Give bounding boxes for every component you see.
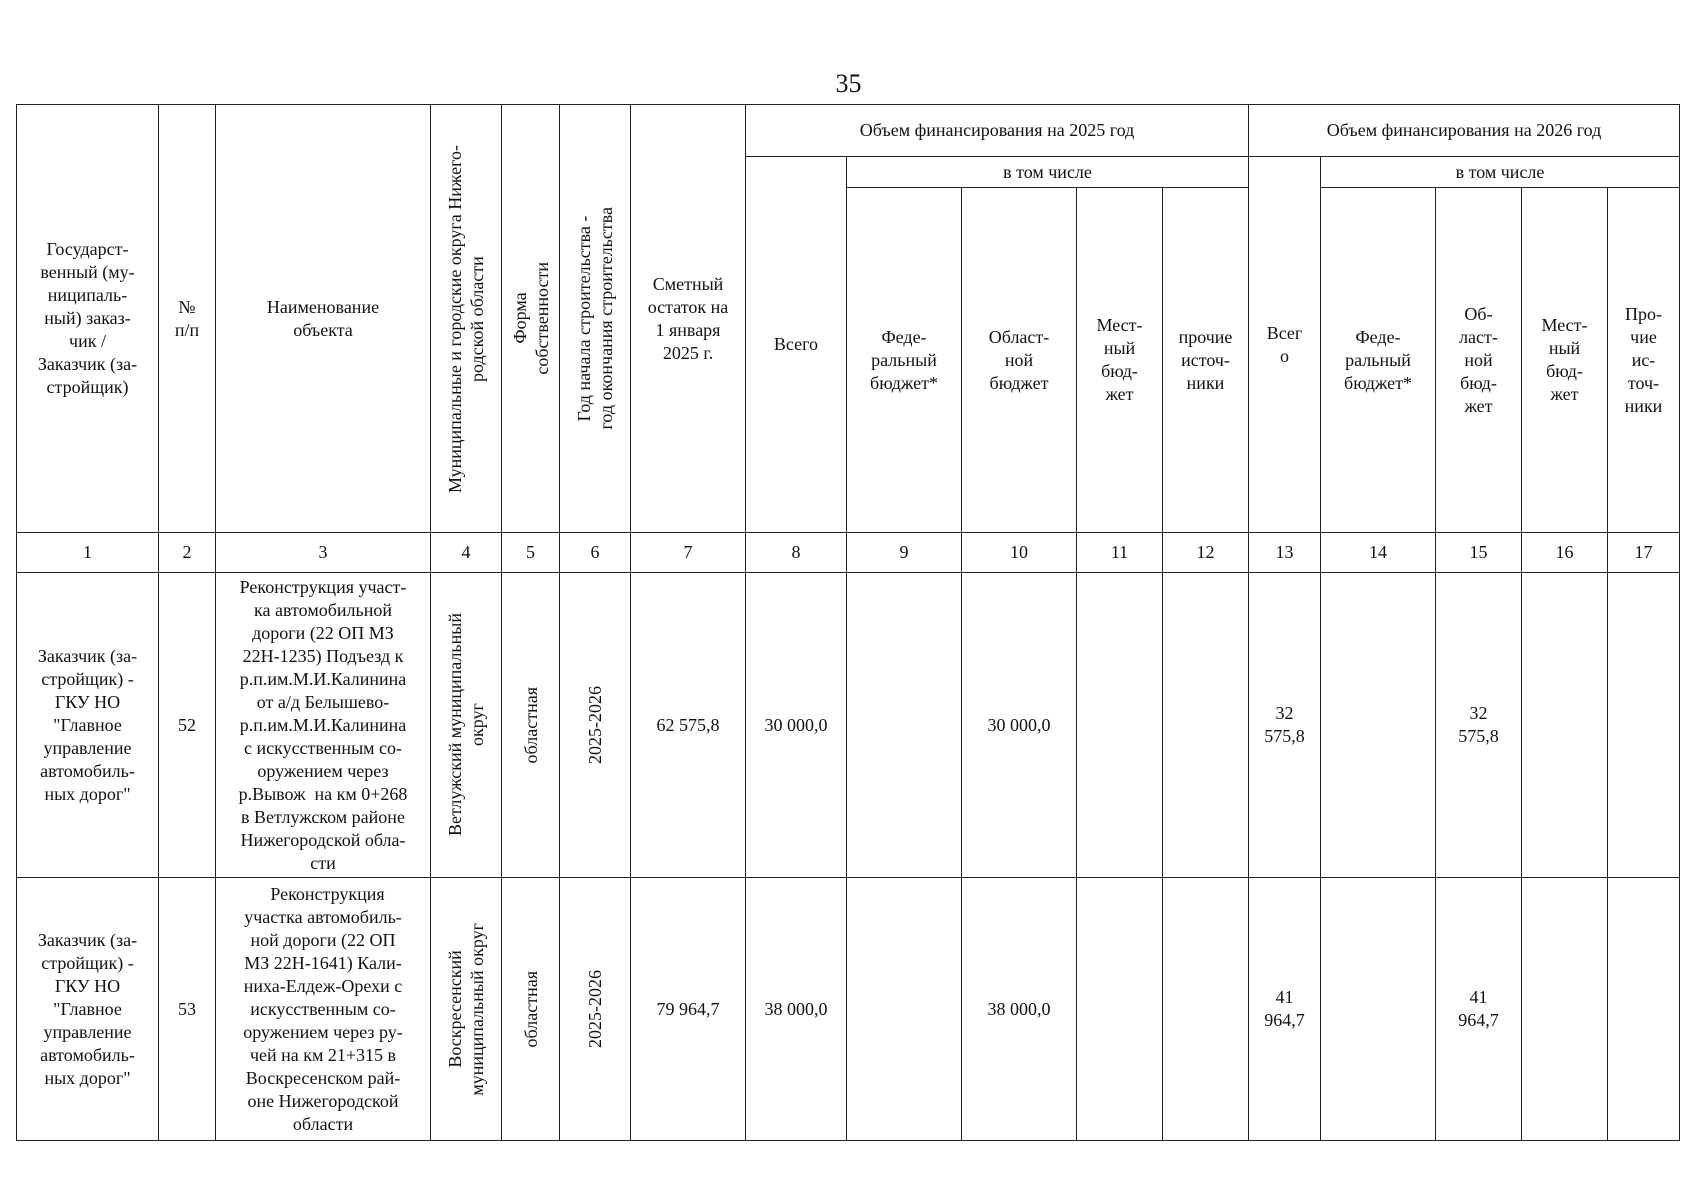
cell-estimate: 62 575,8	[631, 573, 746, 878]
cell-num: 52	[159, 573, 216, 878]
cell-regional-2025: 38 000,0	[962, 878, 1077, 1141]
column-number-7: 7	[631, 533, 746, 573]
column-number-13: 13	[1249, 533, 1321, 573]
column-number-row	[17, 533, 1680, 573]
cell-local-2025	[1077, 878, 1163, 1141]
header-other-2025: прочие источ- ники	[1163, 188, 1249, 533]
column-number-3: 3	[216, 533, 431, 573]
cell-regional-2026: 41 964,7	[1436, 878, 1522, 1141]
column-number-4: 4	[431, 533, 502, 573]
column-number-8: 8	[746, 533, 847, 573]
header-years: Год начала строительства - год окончания строительства	[560, 105, 631, 533]
cell-total-2025: 30 000,0	[746, 573, 847, 878]
header-regional-2026: Об- ласт- ной бюд- жет	[1436, 188, 1522, 533]
cell-object-name: Реконструкция участ- ка автомобильной дороги (22 ОП МЗ 22Н-1235) Подъезд к р.п.им.М.И.Калинина от а/д Белышево- р.п.им.М.И.Калинина с искусственным со- оружением через р.Вывож на км 0+268 в Ветлужском районе Нижегородской обла- сти	[216, 573, 431, 878]
cell-federal-2025	[847, 878, 962, 1141]
header-customer: Государст- венный (му- ниципаль- ный) заказ- чик / Заказчик (за- стройщик)	[17, 105, 159, 533]
column-number-9: 9	[847, 533, 962, 573]
column-number-15: 15	[1436, 533, 1522, 573]
header-estimate: Сметный остаток на 1 января 2025 г.	[631, 105, 746, 533]
column-number-12: 12	[1163, 533, 1249, 573]
cell-local-2026	[1522, 573, 1608, 878]
column-number-17: 17	[1608, 533, 1680, 573]
header-federal-2026: Феде- ральный бюджет*	[1321, 188, 1436, 533]
header-local-2026: Мест- ный бюд- жет	[1522, 188, 1608, 533]
column-number-10: 10	[962, 533, 1077, 573]
cell-federal-2026	[1321, 573, 1436, 878]
cell-ownership: областная	[502, 878, 560, 1141]
table-row	[17, 878, 1680, 1141]
cell-federal-2026	[1321, 878, 1436, 1141]
header-municipality: Муниципальные и городские округа Нижего- родской области	[431, 105, 502, 533]
header-row-top	[17, 105, 1680, 157]
cell-years: 2025-2026	[560, 878, 631, 1141]
cell-local-2026	[1522, 878, 1608, 1141]
header-num: № п/п	[159, 105, 216, 533]
header-object-name: Наименование объекта	[216, 105, 431, 533]
financing-table	[16, 104, 1680, 1141]
cell-object-name: Реконструкция участка автомобиль- ной дороги (22 ОП МЗ 22Н-1641) Кали- ниха-Елдеж-Орехи с искусственным со- оружением через ру- чей на км 21+315 в Воскресенском рай- оне Нижегородской области	[216, 878, 431, 1141]
header-including-2026: в том числе	[1321, 157, 1680, 188]
cell-other-2026	[1608, 573, 1680, 878]
cell-regional-2025: 30 000,0	[962, 573, 1077, 878]
header-other-2026: Про- чие ис- точ- ники	[1608, 188, 1680, 533]
cell-customer: Заказчик (за- стройщик) - ГКУ НО "Главное управление автомобиль- ных дорог"	[17, 878, 159, 1141]
cell-total-2026: 32 575,8	[1249, 573, 1321, 878]
cell-other-2025	[1163, 573, 1249, 878]
table-row	[17, 573, 1680, 878]
cell-regional-2026: 32 575,8	[1436, 573, 1522, 878]
header-total-2025: Всего	[746, 157, 847, 533]
cell-total-2026: 41 964,7	[1249, 878, 1321, 1141]
cell-estimate: 79 964,7	[631, 878, 746, 1141]
column-number-6: 6	[560, 533, 631, 573]
cell-years: 2025-2026	[560, 573, 631, 878]
column-number-2: 2	[159, 533, 216, 573]
header-total-2026: Всег о	[1249, 157, 1321, 533]
column-number-11: 11	[1077, 533, 1163, 573]
header-local-2025: Мест- ный бюд- жет	[1077, 188, 1163, 533]
cell-other-2025	[1163, 878, 1249, 1141]
cell-municipality: Воскресенский муниципальный округ	[431, 878, 502, 1141]
header-ownership: Форма собственности	[502, 105, 560, 533]
header-federal-2025: Феде- ральный бюджет*	[847, 188, 962, 533]
cell-other-2026	[1608, 878, 1680, 1141]
header-including-2025: в том числе	[847, 157, 1249, 188]
cell-total-2025: 38 000,0	[746, 878, 847, 1141]
cell-local-2025	[1077, 573, 1163, 878]
cell-federal-2025	[847, 573, 962, 878]
cell-customer: Заказчик (за- стройщик) - ГКУ НО "Главное управление автомобиль- ных дорог"	[17, 573, 159, 878]
cell-ownership: областная	[502, 573, 560, 878]
cell-municipality: Ветлужский муниципальный округ	[431, 573, 502, 878]
column-number-5: 5	[502, 533, 560, 573]
header-fin-2026: Объем финансирования на 2026 год	[1249, 105, 1680, 157]
header-fin-2025: Объем финансирования на 2025 год	[746, 105, 1249, 157]
column-number-14: 14	[1321, 533, 1436, 573]
column-number-16: 16	[1522, 533, 1608, 573]
column-number-1: 1	[17, 533, 159, 573]
header-regional-2025: Област- ной бюджет	[962, 188, 1077, 533]
page-number: 35	[835, 69, 862, 98]
cell-num: 53	[159, 878, 216, 1141]
